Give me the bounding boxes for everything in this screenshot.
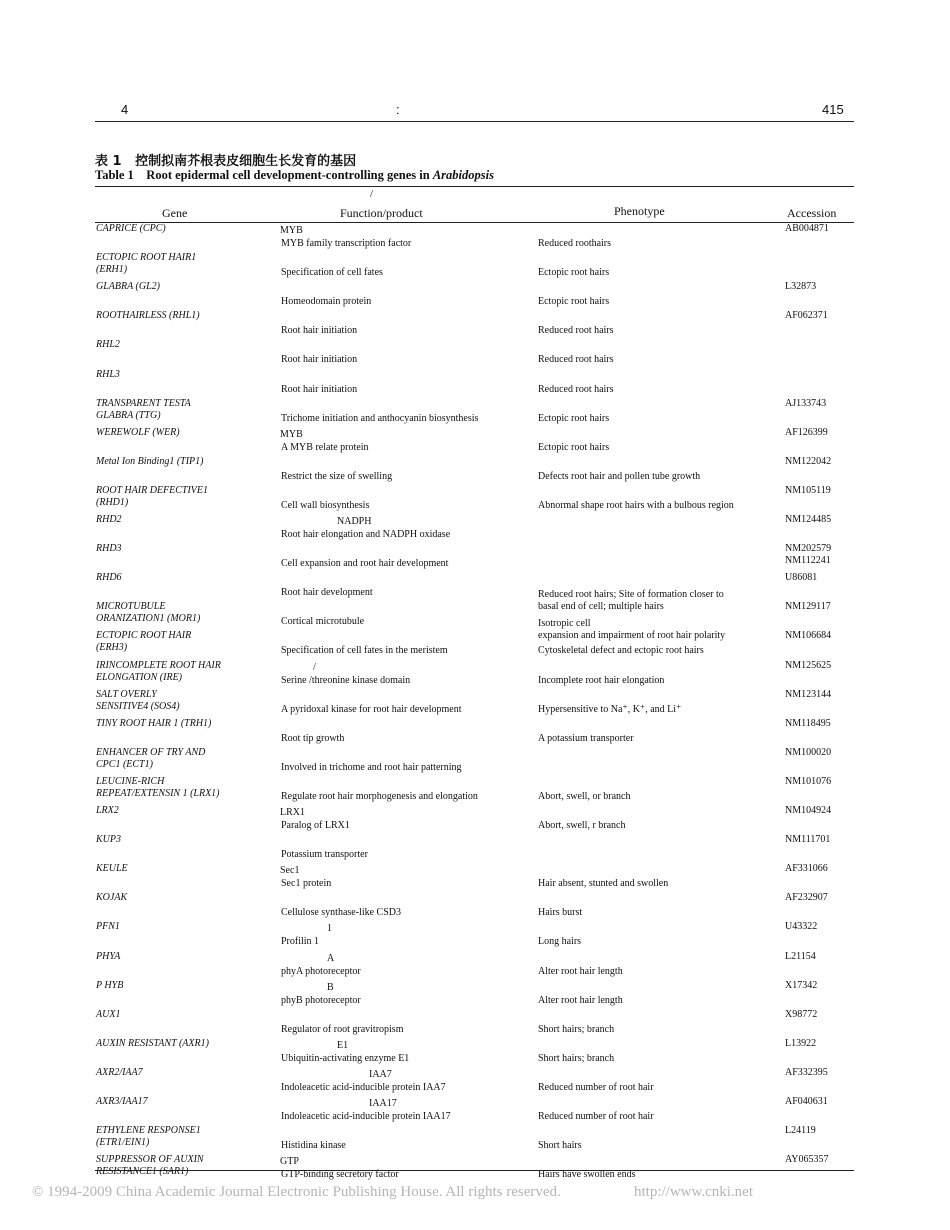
phenotype: Abnormal shape root hairs with a bulbous region <box>538 499 734 511</box>
phenotype: Reduced number of root hair <box>538 1111 654 1122</box>
phenotype: Defects root hair and pollen tube growth <box>538 470 701 482</box>
function-cn: NADPH <box>337 516 372 527</box>
gene-name: SALT OVERLY <box>96 688 157 700</box>
accession-number: NM122042 <box>785 455 832 467</box>
function-product: Root hair initiation <box>281 354 358 366</box>
accession-number: NM124485 <box>785 514 832 525</box>
accession-number: L32873 <box>785 281 817 293</box>
function-cn: MYB <box>280 225 303 236</box>
header-rule <box>95 121 854 122</box>
table-top-rule <box>95 186 854 187</box>
accession-number: AF062371 <box>785 310 828 322</box>
function-product: MYB family transcription factor <box>281 238 412 249</box>
gene-name: RHD2 <box>96 514 122 525</box>
function-product: Cellulose synthase-like CSD3 <box>281 907 401 919</box>
accession-number: L13922 <box>785 1037 817 1049</box>
function-product: GTP-binding secretory factor <box>281 1169 399 1181</box>
gene-name: RHD3 <box>96 543 122 555</box>
gene-name: PHYA <box>96 950 121 962</box>
phenotype: Reduced roothairs <box>538 238 612 249</box>
column-header-phenotype: Phenotype <box>614 204 665 218</box>
phenotype: Incomplete root hair elongation <box>538 674 665 686</box>
accession-number: NM104924 <box>785 805 832 816</box>
phenotype: Reduced number of root hair <box>538 1081 654 1093</box>
function-product: Trichome initiation and anthocyanin biosynthesis <box>281 412 479 424</box>
function-product: Sec1 protein <box>281 878 332 890</box>
gene-name: RHD6 <box>96 572 122 584</box>
accession-number: NM112241 <box>785 555 831 567</box>
gene-name: KUP3 <box>96 834 121 846</box>
gene-name: SUPPRESSOR OF AUXIN <box>96 1154 204 1166</box>
gene-name: (RHD1) <box>96 496 129 508</box>
gene-name: AXR3/IAA17 <box>96 1096 148 1107</box>
phenotype: Short hairs; branch <box>538 1023 615 1035</box>
phenotype: Ectopic root hairs <box>538 441 610 453</box>
function-product: Indoleacetic acid-inducible protein IAA7 <box>281 1081 446 1093</box>
gene-name: ECTOPIC ROOT HAIR <box>96 630 192 642</box>
accession-number: NM123144 <box>785 688 832 700</box>
accession-number: NM105119 <box>785 484 831 496</box>
accession-number: AF232907 <box>785 892 828 904</box>
phenotype: Hypersensitive to Na⁺, K⁺, and Li⁺ <box>538 703 682 715</box>
function-product: Specification of cell fates <box>281 267 383 279</box>
function-cn: LRX1 <box>280 807 305 818</box>
gene-name: Metal Ion Binding1 (TIP1) <box>96 455 204 467</box>
accession-number: X98772 <box>785 1008 818 1020</box>
phenotype: Reduced root hairs <box>538 383 614 395</box>
function-cn: Sec1 <box>280 865 300 877</box>
function-product: phyA photoreceptor <box>281 965 361 977</box>
gene-name: ROOT HAIR DEFECTIVE1 <box>96 484 209 496</box>
function-cn: 1 <box>327 923 332 935</box>
gene-name: (ERH1) <box>96 264 128 276</box>
accession-number: NM118495 <box>785 717 831 729</box>
accession-number: NM202579 <box>785 543 832 555</box>
accession-number: L21154 <box>785 950 816 962</box>
gene-name: KOJAK <box>96 892 128 904</box>
function-product: Root hair development <box>281 587 373 599</box>
caption-cn-label: 表 1 <box>95 154 122 169</box>
function-cn: / <box>313 661 316 673</box>
phenotype: Abort, swell, or branch <box>538 790 631 802</box>
function-product: A pyridoxal kinase for root hair development <box>281 703 462 715</box>
column-header-function: Function/product <box>340 206 423 220</box>
phenotype: Reduced root hairs; Site of formation closer to <box>538 589 724 601</box>
function-cn: B <box>327 981 334 993</box>
function-product: Root hair initiation <box>281 325 358 337</box>
accession-number: AB004871 <box>785 223 829 234</box>
phenotype: Short hairs; branch <box>538 1052 615 1064</box>
table-bottom-rule <box>95 1170 854 1171</box>
phenotype: Hair absent, stunted and swollen <box>538 878 669 890</box>
gene-name: ELONGATION (IRE) <box>96 671 183 683</box>
accession-number: AF126399 <box>785 426 828 438</box>
gene-name: (ERH3) <box>96 642 128 654</box>
gene-name: SENSITIVE4 (SOS4) <box>96 700 180 712</box>
caption-en-label: Table 1 <box>95 168 134 182</box>
caption-en-title: Root epidermal cell development-controlling genes in <box>146 168 430 182</box>
gene-name: LRX2 <box>96 805 119 816</box>
gene-name: GLABRA (GL2) <box>96 281 160 293</box>
phenotype: Reduced root hairs <box>538 354 614 366</box>
caption-en-species: Arabidopsis <box>432 168 494 182</box>
gene-name: ETHYLENE RESPONSE1 <box>96 1125 201 1137</box>
gene-name: KEULE <box>96 863 128 875</box>
accession-number: AF040631 <box>785 1096 828 1107</box>
accession-number: NM101076 <box>785 775 832 787</box>
function-product: Root hair initiation <box>281 383 358 395</box>
function-product: Homeodomain protein <box>281 296 372 308</box>
gene-name: MICROTUBULE <box>96 601 166 613</box>
caption-en <box>95 168 494 183</box>
function-product: Paralog of LRX1 <box>281 820 350 831</box>
gene-name: CPC1 (ECT1) <box>96 758 153 770</box>
column-header-gene: Gene <box>162 206 188 220</box>
phenotype: Isotropic cell <box>538 618 591 630</box>
function-product: Involved in trichome and root hair patterning <box>281 761 462 773</box>
accession-number: AF331066 <box>785 863 828 875</box>
footer-url: http://www.cnki.net <box>634 1184 754 1200</box>
function-product: Root tip growth <box>281 732 345 744</box>
gene-name: ROOTHAIRLESS (RHL1) <box>96 310 200 322</box>
footer-copyright: © 1994-2009 China Academic Journal Electronic Publishing House. All rights reserved. <box>32 1184 561 1200</box>
gene-name: TRANSPARENT TESTA <box>96 397 191 409</box>
gene-name: PFN1 <box>96 921 120 933</box>
function-product: Restrict the size of swelling <box>281 470 393 482</box>
function-cn: MYB <box>280 428 303 440</box>
column-header-accession: Accession <box>787 206 837 220</box>
gene-name: IRINCOMPLETE ROOT HAIR <box>96 659 221 671</box>
phenotype: Reduced root hairs <box>538 325 614 337</box>
page-number: 415 <box>822 102 844 117</box>
function-cn: E1 <box>337 1039 349 1051</box>
function-cn: GTP <box>280 1156 299 1168</box>
accession-number: NM125625 <box>785 659 832 671</box>
accession-number: X17342 <box>785 979 818 991</box>
gene-name: AUXIN RESISTANT (AXR1) <box>96 1037 209 1049</box>
function-product: Cell expansion and root hair development <box>281 558 449 570</box>
issue-number: 4 <box>121 102 129 117</box>
phenotype: Cytoskeletal defect and ectopic root hairs <box>538 645 704 657</box>
accession-number: U43322 <box>785 921 818 933</box>
table-header-rule <box>95 222 854 223</box>
gene-name: RHL2 <box>96 339 120 351</box>
function-product: Profilin 1 <box>281 936 320 948</box>
caption-cn <box>95 150 356 169</box>
function-product: phyB photoreceptor <box>281 994 361 1006</box>
gene-name: ENHANCER OF TRY AND <box>96 746 206 758</box>
gene-name: P HYB <box>96 979 124 991</box>
gene-name: LEUCINE-RICH <box>96 775 165 787</box>
column-header-slash: / <box>370 188 374 200</box>
accession-number: NM111701 <box>785 834 831 846</box>
function-product: A MYB relate protein <box>281 441 369 453</box>
phenotype: expansion and impairment of root hair polarity <box>538 630 726 642</box>
accession-number: AJ133743 <box>785 397 827 409</box>
gene-name: ECTOPIC ROOT HAIR1 <box>96 252 197 264</box>
phenotype: basal end of cell; multiple hairs <box>538 601 664 613</box>
function-product: Serine /threonine kinase domain <box>281 674 411 686</box>
accession-number: AY065357 <box>785 1154 829 1166</box>
phenotype: Long hairs <box>538 936 582 948</box>
phenotype: A potassium transporter <box>538 732 634 744</box>
gene-name: GLABRA (TTG) <box>96 409 161 421</box>
function-product: Root hair elongation and NADPH oxidase <box>281 529 451 540</box>
gene-name: (ETR1/EIN1) <box>96 1137 150 1149</box>
function-product: Cell wall biosynthesis <box>281 499 370 511</box>
phenotype: Abort, swell, r branch <box>538 820 626 831</box>
caption-cn-title: 控制拟南芥根表皮细胞生长发育的基因 <box>135 154 357 169</box>
accession-number: U86081 <box>785 572 818 584</box>
function-product: Ubiquitin-activating enzyme E1 <box>281 1052 410 1064</box>
function-product: Regulator of root gravitropism <box>281 1023 404 1035</box>
gene-name: REPEAT/EXTENSIN 1 (LRX1) <box>96 787 220 799</box>
gene-name: CAPRICE (CPC) <box>96 223 166 234</box>
gene-name: AUX1 <box>96 1008 121 1020</box>
function-cn: A <box>327 952 335 964</box>
phenotype: Alter root hair length <box>538 965 623 977</box>
accession-number: NM106684 <box>785 630 832 642</box>
function-product: Regulate root hair morphogenesis and elongation <box>281 790 478 802</box>
phenotype: Hairs burst <box>538 907 583 919</box>
function-product: Specification of cell fates in the meristem <box>281 645 448 657</box>
accession-number: NM129117 <box>785 601 831 613</box>
gene-name: TINY ROOT HAIR 1 (TRH1) <box>96 717 212 729</box>
gene-name: RESISTANCE1 (SAR1) <box>96 1166 189 1178</box>
phenotype: Ectopic root hairs <box>538 412 610 424</box>
gene-name: WEREWOLF (WER) <box>96 426 180 438</box>
header-separator: : <box>396 102 400 117</box>
function-product: Cortical microtubule <box>281 616 365 628</box>
accession-number: NM100020 <box>785 746 832 758</box>
gene-name: ORANIZATION1 (MOR1) <box>96 613 201 625</box>
phenotype: Hairs have swollen ends <box>538 1169 636 1181</box>
function-cn: IAA17 <box>369 1098 397 1109</box>
accession-number: AF332395 <box>785 1066 828 1078</box>
gene-name: AXR2/IAA7 <box>96 1066 143 1078</box>
phenotype: Alter root hair length <box>538 994 623 1006</box>
function-product: Indoleacetic acid-inducible protein IAA17 <box>281 1111 451 1122</box>
gene-name: RHL3 <box>96 368 120 380</box>
phenotype: Short hairs <box>538 1140 582 1152</box>
function-cn: IAA7 <box>369 1068 392 1080</box>
phenotype: Ectopic root hairs <box>538 267 610 279</box>
function-product: Potassium transporter <box>281 849 368 861</box>
accession-number: L24119 <box>785 1125 816 1137</box>
function-product: Histidina kinase <box>281 1140 346 1152</box>
phenotype: Ectopic root hairs <box>538 296 610 308</box>
